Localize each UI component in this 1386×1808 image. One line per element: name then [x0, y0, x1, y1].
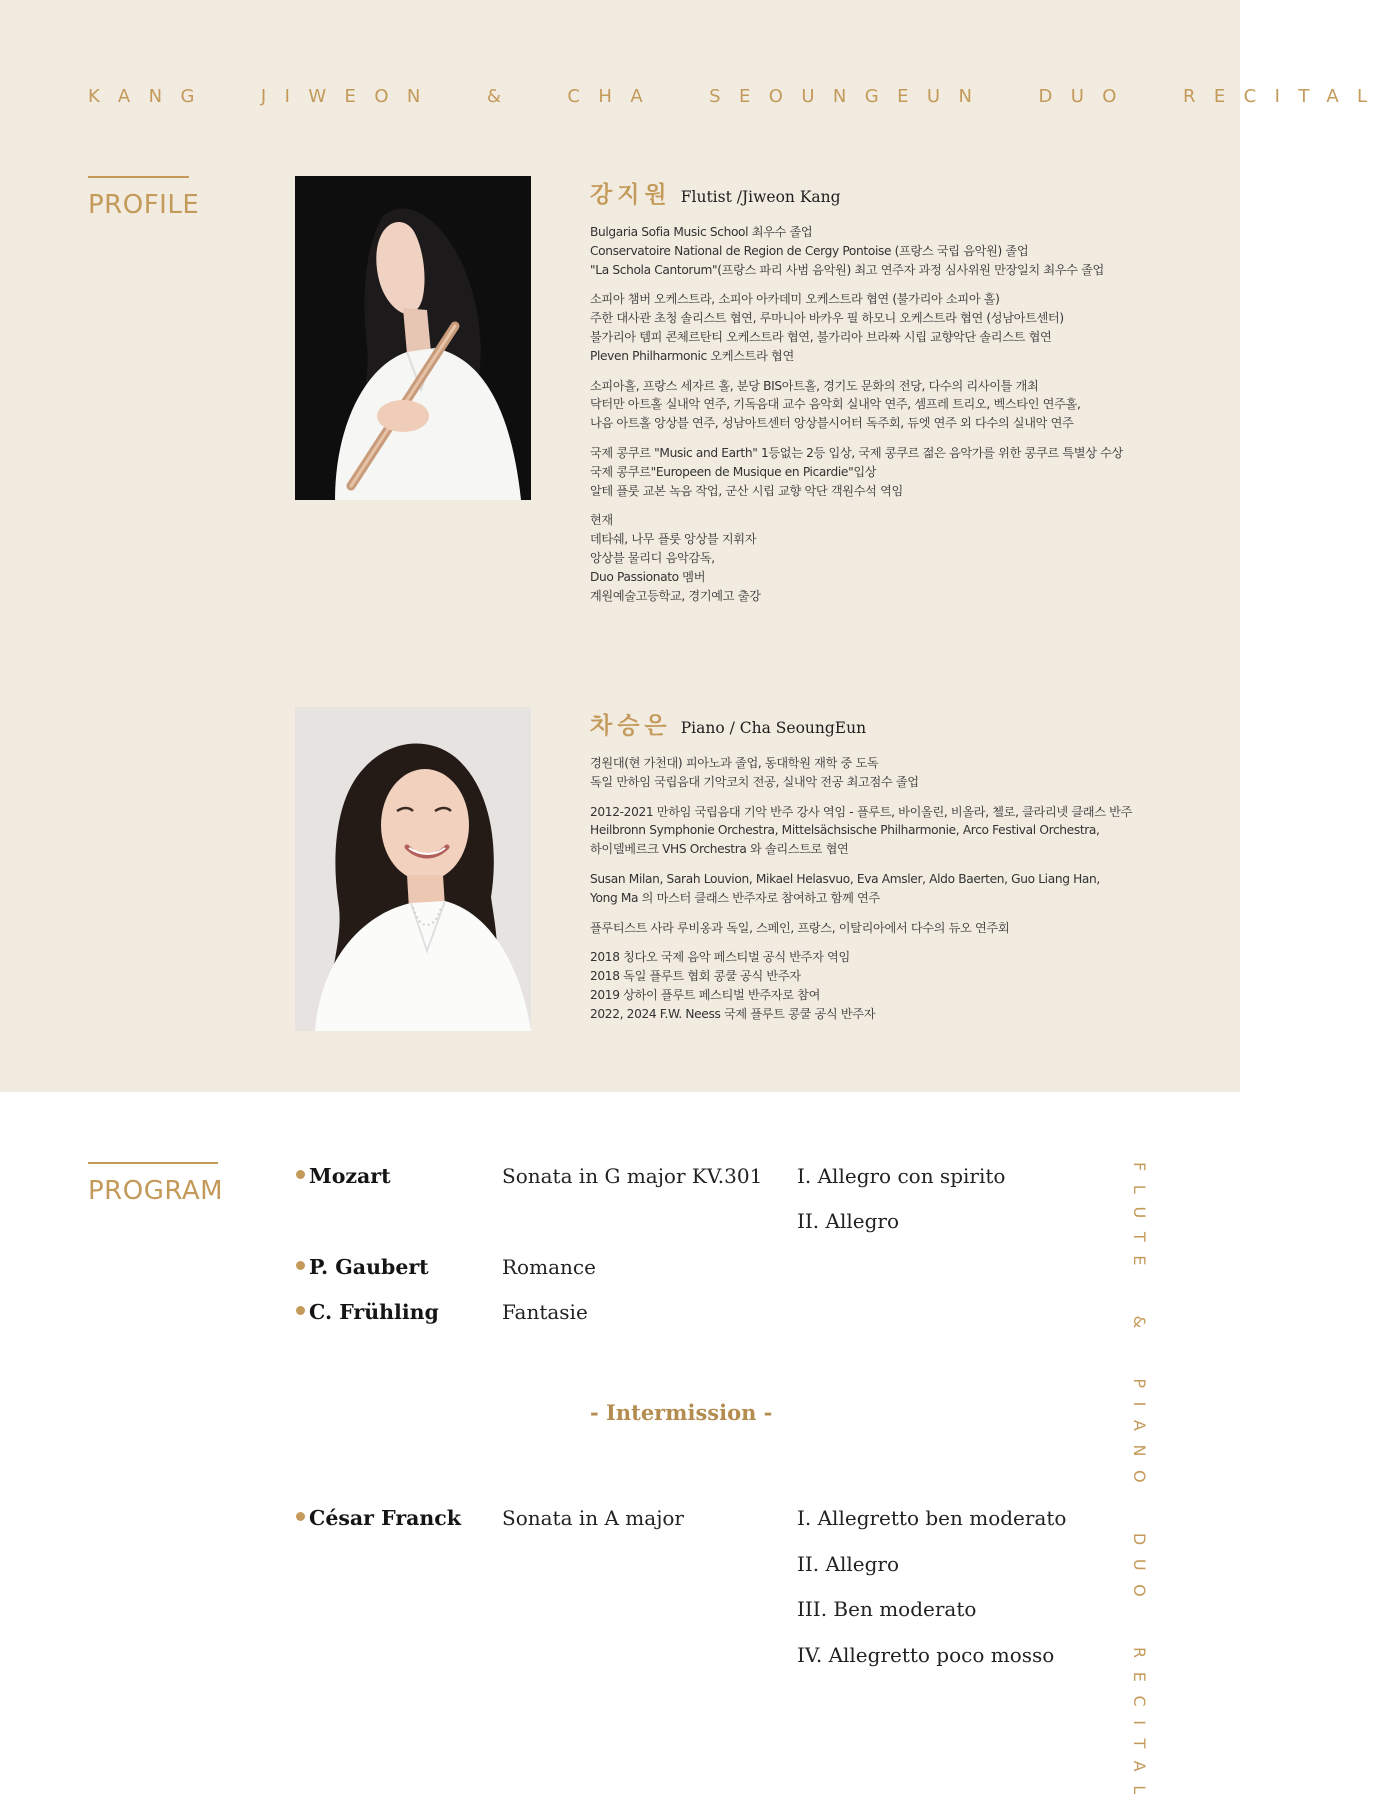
profile-rule	[88, 176, 189, 178]
bio-group	[590, 290, 1150, 365]
bio-line: Yong Ma 의 마스터 클래스 반주자로 참여하고 함께 연주	[590, 890, 880, 905]
bio-line: Duo Passionato 멤버	[590, 569, 706, 584]
movement: II. Allegro	[797, 1209, 899, 1233]
bio-line: 2012-2021 만하임 국립음대 기악 반주 강사 역임 - 플루트, 바이올린, 비올라, 첼로, 클라리넷 클래스 반주	[590, 804, 1132, 819]
bio-line: 주한 대사관 초청 솔리스트 협연, 루마니아 바카우 필 하모니 오케스트라 협연 (성남아트센터)	[590, 311, 1064, 326]
bio-line: 불가리아 템피 콘체르탄티 오케스트라 협연, 불가리아 브라짜 시립 교향악단 솔리스트 협연	[590, 329, 1052, 344]
bio-line: 하이델베르크 VHS Orchestra 와 솔리스트로 협연	[590, 842, 849, 857]
bio-group	[590, 754, 1150, 792]
bio-line: Conservatoire National de Region de Cergy Pontoise (프랑스 국립 음악원) 졸업	[590, 243, 1029, 258]
movement: IV. Allegretto poco mosso	[797, 1643, 1055, 1667]
profile-label: PROFILE	[88, 190, 200, 220]
flutist-role: Flutist /Jiweon Kang	[680, 188, 841, 206]
bio-line: 국제 콩쿠르"Europeen de Musique en Picardie"입상	[590, 464, 877, 479]
composer-name: Mozart	[309, 1164, 391, 1188]
recital-title: KANG JIWEON & CHA SEOUNGEUN DUO RECITAL	[88, 86, 1386, 107]
composer-gaubert	[296, 1255, 429, 1279]
bio-line: 데타쉐, 나무 플룻 앙상블 지휘자	[590, 532, 757, 547]
bio-line: Susan Milan, Sarah Louvion, Mikael Helasvuo, Eva Amsler, Aldo Baerten, Guo Liang Han,	[590, 871, 1100, 886]
bio-line: "La Schola Cantorum"(프랑스 파리 사범 음악원) 최고 연주자 과정 심사위원 만장일치 최우수 졸업	[590, 262, 1104, 277]
bio-group	[590, 377, 1150, 433]
bullet-dot	[296, 1512, 305, 1521]
bio-line: 계원예술고등학교, 경기예고 출강	[590, 588, 761, 603]
bio-line: 소피아 챔버 오케스트라, 소피아 아카데미 오케스트라 협연 (불가리아 소피아 홀)	[590, 292, 1000, 307]
bio-line: 독일 만하임 국립음대 기악코치 전공, 실내악 전공 최고점수 졸업	[590, 774, 919, 789]
work-title: Sonata in A major	[502, 1506, 684, 1530]
intermission-label: - Intermission -	[590, 1400, 773, 1425]
bio-line: 2022, 2024 F.W. Neess 국제 플루트 콩쿨 공식 반주자	[590, 1006, 876, 1021]
bio-line: 2018 독일 플루트 협회 콩쿨 공식 반주자	[590, 969, 801, 984]
program-label: PROGRAM	[88, 1176, 224, 1206]
composer-name: P. Gaubert	[309, 1255, 429, 1279]
flutist-bio	[590, 176, 1150, 616]
work-title: Fantasie	[502, 1300, 588, 1324]
bio-line: 2018 칭다오 국제 음악 페스티벌 공식 반주자 역임	[590, 950, 850, 965]
pianist-bio	[590, 707, 1150, 1035]
bio-group	[590, 511, 1150, 605]
bio-line: 현재	[590, 513, 613, 528]
bio-line: 소피아홀, 프랑스 세자르 홀, 분당 BIS아트홀, 경기도 문화의 전당, 다수의 리사이틀 개최	[590, 378, 1039, 393]
movement: I. Allegro con spirito	[797, 1164, 1006, 1188]
bio-line: Pleven Philharmonic 오케스트라 협연	[590, 348, 794, 363]
bio-group	[590, 919, 1150, 938]
flutist-name-kr: 강지원	[590, 182, 672, 208]
bio-line: Heilbronn Symphonie Orchestra, Mittelsächsische Philharmonie, Arco Festival Orchestra,	[590, 823, 1100, 838]
pianist-heading	[590, 707, 1150, 740]
bio-line: 닥터만 아트홀 실내악 연주, 기독음대 교수 음악회 실내악 연주, 셈프레 트리오, 벡스타인 연주홀,	[590, 397, 1081, 412]
work-title: Sonata in G major KV.301	[502, 1164, 763, 1188]
bio-line: 2019 상하이 플루트 페스티벌 반주자로 참여	[590, 987, 821, 1002]
composer-name: César Franck	[309, 1506, 461, 1530]
bio-group	[590, 948, 1150, 1023]
bio-line: 국제 콩쿠르 "Music and Earth" 1등없는 2등 입상, 국제 콩쿠르 젊은 음악가를 위한 콩쿠르 특별상 수상	[590, 445, 1123, 460]
bio-group	[590, 870, 1150, 908]
bullet-dot	[296, 1261, 305, 1270]
composer-fruhling	[296, 1300, 439, 1324]
vertical-recital-title: FLUTE & PIANO DUO RECITAL	[1130, 1162, 1149, 1808]
bio-group	[590, 223, 1150, 279]
flutist-heading	[590, 176, 1150, 209]
bio-line: 경원대(현 가천대) 피아노과 졸업, 동대학원 재학 중 도독	[590, 756, 879, 770]
bio-group	[590, 444, 1150, 500]
bio-line: 알테 플룻 교본 녹음 작업, 군산 시립 교향 악단 객원수석 역임	[590, 483, 903, 498]
pianist-name-kr: 차승은	[590, 713, 672, 739]
composer-mozart	[296, 1164, 391, 1188]
bio-line: 나음 아트홀 앙상블 연주, 성남아트센터 앙상블시어터 독주회, 듀엣 연주 외 다수의 실내악 연주	[590, 416, 1074, 431]
bio-line: 플루티스트 사라 루비옹과 독일, 스페인, 프랑스, 이탈리아에서 다수의 듀오 연주회	[590, 920, 1010, 935]
pianist-photo	[295, 707, 531, 1031]
program-rule	[88, 1162, 218, 1164]
composer-franck	[296, 1506, 461, 1530]
movement: III. Ben moderato	[797, 1597, 977, 1621]
flutist-photo	[295, 176, 531, 500]
bullet-dot	[296, 1306, 305, 1315]
bio-group	[590, 803, 1150, 859]
work-title: Romance	[502, 1255, 596, 1279]
composer-name: C. Frühling	[309, 1300, 439, 1324]
bio-line: 앙상블 물리디 음악감독,	[590, 550, 715, 565]
movement: I. Allegretto ben moderato	[797, 1506, 1067, 1530]
pianist-role: Piano / Cha SeoungEun	[680, 719, 867, 737]
movement: II. Allegro	[797, 1552, 899, 1576]
bullet-dot	[296, 1170, 305, 1179]
bio-line: Bulgaria Sofia Music School 최우수 졸업	[590, 225, 813, 239]
